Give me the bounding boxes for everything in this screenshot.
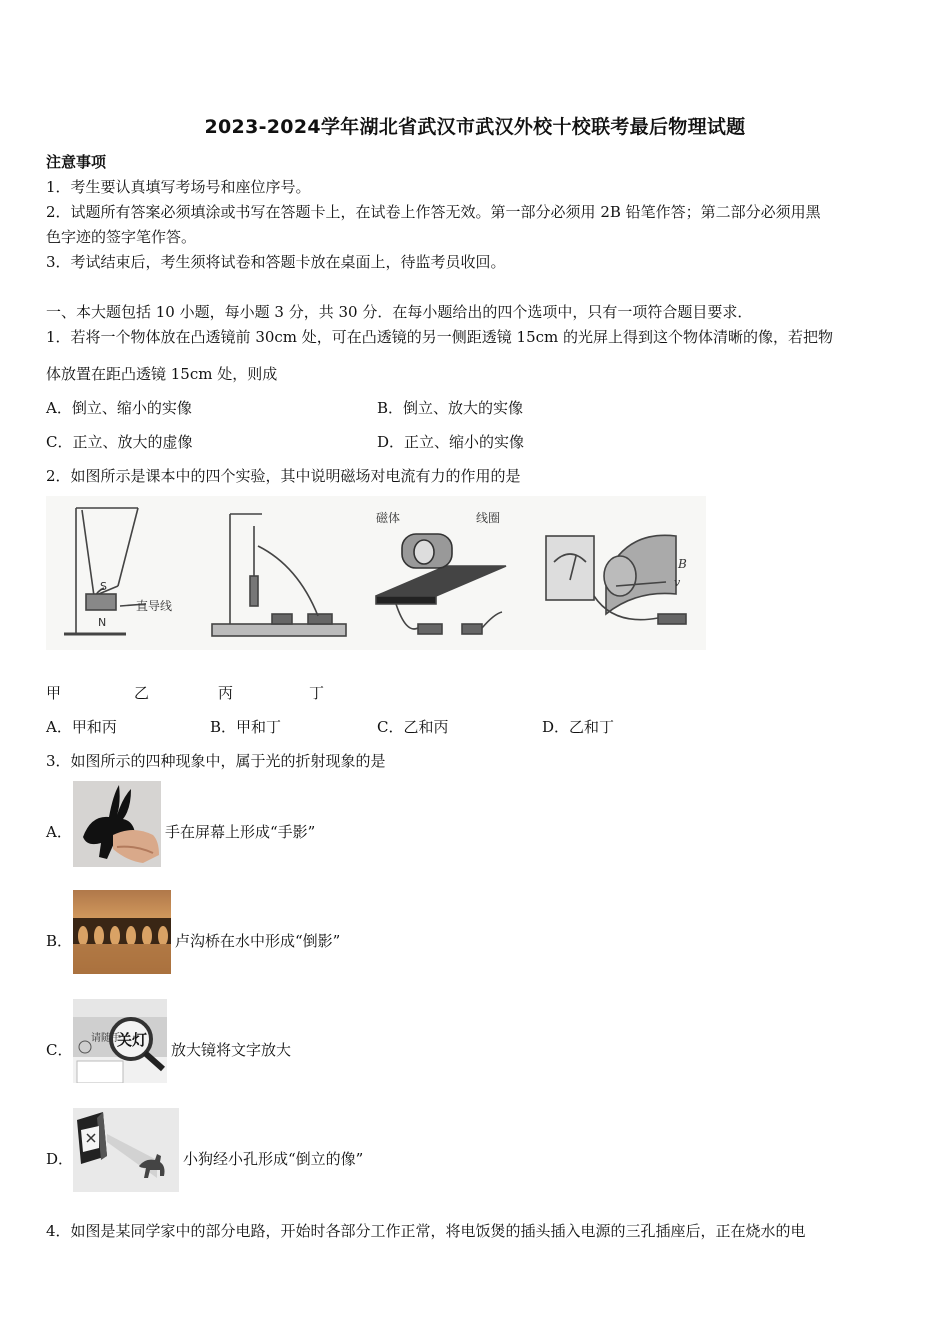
notice-item: 3．考试结束后，考生须将试卷和答题卡放在桌面上，待监考员收回。 (46, 253, 506, 271)
q3-option-b-letter[interactable]: B． (46, 932, 73, 950)
notice-heading: 注意事项 (46, 153, 107, 171)
caption-yi: 乙 (134, 684, 150, 702)
q2-option-d[interactable]: D．乙和丁 (542, 718, 615, 736)
hand-shadow-photo (73, 781, 161, 867)
experiment-drawings (46, 496, 706, 650)
caption-bing: 丙 (218, 684, 234, 702)
pinhole-dog-photo (73, 1108, 179, 1192)
caption-ding: 丁 (309, 684, 325, 702)
label-b: B (678, 557, 687, 571)
q1-option-d[interactable]: D．正立、缩小的实像 (377, 433, 525, 451)
label-wire: 直导线 (136, 599, 173, 613)
magnifier-sign-photo (73, 999, 167, 1083)
notice-item: 1．考生要认真填写考场号和座位序号。 (46, 178, 311, 196)
q3-option-d-letter[interactable]: D． (46, 1150, 74, 1168)
q3-option-a-text: 手在屏幕上形成“手影” (165, 823, 316, 841)
page-title: 2023-2024学年湖北省武汉市武汉外校十校联考最后物理试题 (204, 116, 746, 138)
q1-stem-cont: 体放置在距凸透镜 15cm 处，则成 (46, 365, 278, 383)
q1-option-a[interactable]: A．倒立、缩小的实像 (46, 399, 192, 417)
experiment-bing (376, 534, 506, 634)
q2-option-c[interactable]: C．乙和丙 (377, 718, 449, 736)
q1-option-b[interactable]: B．倒立、放大的实像 (377, 399, 524, 417)
q1-stem: 1．若将一个物体放在凸透镜前 30cm 处，可在凸透镜的另一侧距透镜 15cm 的光屏上得到这个物体清晰的像，若把物 (46, 328, 834, 346)
q3-option-d-text: 小狗经小孔形成“倒立的像” (183, 1150, 364, 1168)
sign-text: 关灯 (117, 1031, 148, 1049)
experiment-ding (546, 535, 686, 624)
q3-option-c-letter[interactable]: C． (46, 1041, 73, 1059)
label-v: v (674, 576, 681, 589)
bridge-reflection-photo (73, 890, 171, 974)
q3-option-a-letter[interactable]: A． (46, 823, 72, 841)
q1-option-c[interactable]: C．正立、放大的虚像 (46, 433, 193, 451)
caption-jia: 甲 (46, 684, 62, 702)
notice-item: 色字迹的签字笔作答。 (46, 228, 197, 246)
label-coil: 线圈 (476, 511, 501, 525)
q2-stem: 2．如图所示是课本中的四个实验，其中说明磁场对电流有力的作用的是 (46, 467, 521, 485)
q3-stem: 3．如图所示的四种现象中，属于光的折射现象的是 (46, 752, 386, 770)
label-n: N (98, 616, 107, 629)
label-magnet: 磁体 (376, 511, 401, 525)
q2-option-a[interactable]: A．甲和丙 (46, 718, 117, 736)
q3-option-c-text: 放大镜将文字放大 (171, 1041, 292, 1059)
q2-option-b[interactable]: B．甲和丁 (210, 718, 282, 736)
sign-prefix: 请随手 (91, 1033, 121, 1044)
q4-stem: 4．如图是某同学家中的部分电路，开始时各部分工作正常，将电饭煲的插头插入电源的三孔插座后，正在烧水的电 (46, 1222, 806, 1240)
label-s: S (100, 580, 107, 593)
q2-experiments-figure (46, 496, 706, 650)
q3-option-b-text: 卢沟桥在水中形成“倒影” (175, 932, 341, 950)
experiment-yi (212, 514, 346, 636)
section-instruction: 一、本大题包括 10 小题，每小题 3 分，共 30 分．在每小题给出的四个选项中，只有一项符合题目要求． (46, 303, 753, 321)
notice-item: 2．试题所有答案必须填涂或书写在答题卡上，在试卷上作答无效。第一部分必须用 2B 铅笔作答；第二部分必须用黑 (46, 203, 821, 221)
